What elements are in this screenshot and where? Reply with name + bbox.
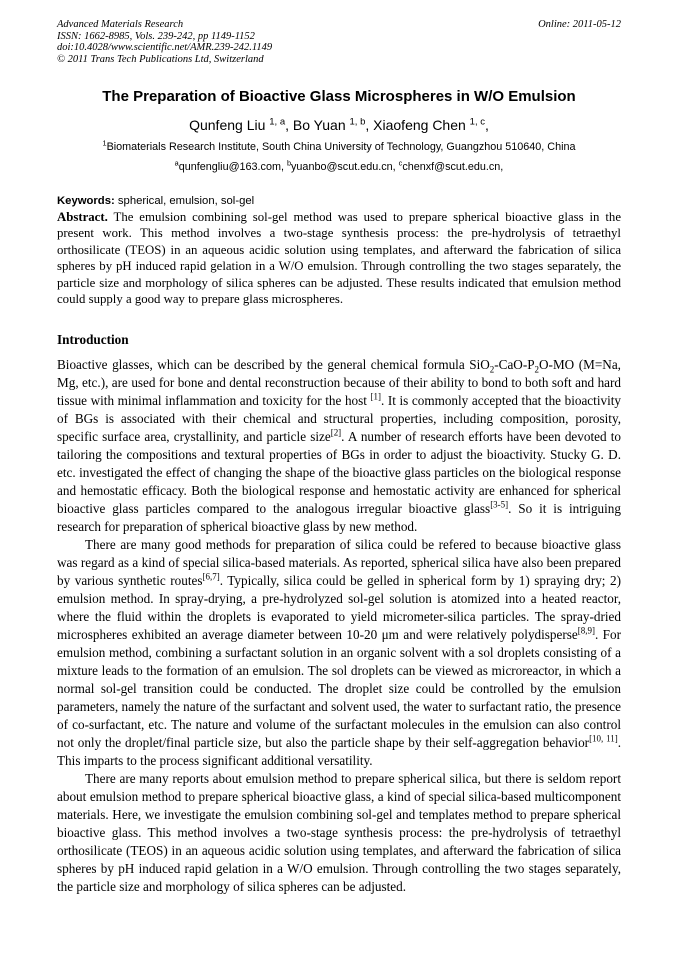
journal-title: Advanced Materials Research — [57, 19, 184, 30]
section-heading-introduction: Introduction — [57, 332, 129, 348]
keywords-label: Keywords: — [57, 195, 115, 207]
abstract-paragraph: Abstract. The emulsion combining sol-gel method was used to prepare spherical bioactive glass in the present work. This method involves a two-stage synthesis process: the pre-hydrolysis of tetraethyl orthosilicate (TEOS) in an aqueous acidic solution using templates, and afterward the fabrication of silica spheres by pH induced rapid gelation in a W/O emulsion. Through controlling the two stages separately, the particle size and morphology of silica spheres can be adjusted. These results indicated that emulsion method could supply a good way to prepare glass microspheres. — [57, 210, 621, 307]
online-date: Online: 2011-05-12 — [538, 19, 621, 30]
author-emails-line: $^a$qunfengliu@163.com, $^b$yuanbo@scut.edu.cn, $^c$chenxf@scut.edu.cn, — [174, 158, 504, 173]
journal-header-left — [57, 19, 272, 65]
journal-copyright: © 2011 Trans Tech Publications Ltd, Switzerland — [57, 53, 264, 65]
journal-doi: doi:10.4028/www.scientific.net/AMR.239-242.1149 — [57, 42, 273, 53]
keywords-line — [57, 194, 621, 209]
introduction-paragraph-1: Bioactive glasses, which can be described by the general chemical formula $SiO_2-CaO-P_2O-MO$ (M=Na, Mg, etc.), are used for bone and dental reconstruction because of their ability to bond to both soft and hard tissue with minimal inflammation and toxicity for the host [1]. It is commonly accepted that the bioactivity of BGs is associated with their chemical and structural properties, including composition, porosity, specific surface area, crystallinity, and particle size[2]. A number of research efforts have been devoted to tailoring the compositions and textural properties of BGs in order to adjust the bioactivity. Stucky G. D. etc. investigated the effect of changing the shape of the bioactive glass particles on the biological response and hemostatic efficacy. Both the biological response and hemostatic activity are enhanced for spherical bioactive glass particles compared to the analogous irregular bioactive glass[3-5]. So it is intriguing research for preparation of spherical bioactive glass by new method. — [57, 357, 621, 535]
keywords-value: spherical, emulsion, sol-gel — [114, 195, 255, 207]
journal-issn: ISSN: 1662-8985, Vols. 239-242, pp 1149-1152 — [57, 30, 255, 42]
authors-line: Qunfeng Liu $^{1, a}$, Bo Yuan $^{1, b}$, Xiaofeng Chen $^{1, c}$, — [189, 116, 489, 133]
affiliation-line: $^1$Biomaterials Research Institute, South China University of Technology, Guangzhou 510640, China — [102, 138, 576, 153]
introduction-paragraph-3: There are many reports about emulsion method to prepare spherical silica, but there is seldom report about emulsion method to prepare spherical bioactive glass, a kind of special silica-based multicomponent materials. Here, we investigate the emulsion combining sol-gel and templates method to prepare spherical bioactive glass. This method involves a two-stage synthesis process: the pre-hydrolysis of tetraethyl orthosilicate (TEOS) in an aqueous acidic solution using templates, and afterward the fabrication of silica spheres by pH induced rapid gelation in a W/O emulsion. Through controlling the two stages separately, the particle size and morphology of silica spheres can be adjusted. — [57, 771, 621, 895]
introduction-paragraph-2: There are many good methods for preparation of silica could be refered to because bioactive glass was regard as a kind of special silica-based materials. As reported, spherical silica have also been prepared by various synthetic routes[6,7]. Typically, silica could be gelled in spherical form by 1) spraying dry; 2) emulsion method. In spray-drying, a pre-hydrolyzed sol-gel solution is atomized into a heated reactor, where the fluid within the droplets is evaporated to yield micrometer-silica particles. The spray-dried microspheres exhibited an average diameter between 10-20 μm and were relatively polydisperse[8,9]. For emulsion method, combining a surfactant solution in an organic solvent with a sol droplets consisting of a mixture leads to the formation of an emulsion. The sol droplets can be viewed as microreactor, in which a normal sol-gel transition could be conducted. The droplet size could be controlled by the emulsion parameters, namely the nature of the surfactant and solvent used, the water to surfactant ratio, the presence of co-surfactant, etc. The nature and volume of the surfactant molecules in the emulsion can also control not only the droplet/final particle size, but also the particle shape by their self-aggregation behavior[10, 11]. This imparts to the process significant additional versatility. — [57, 537, 622, 769]
journal-header — [57, 19, 621, 65]
paper-title: The Preparation of Bioactive Glass Microspheres in W/O Emulsion — [102, 88, 576, 105]
